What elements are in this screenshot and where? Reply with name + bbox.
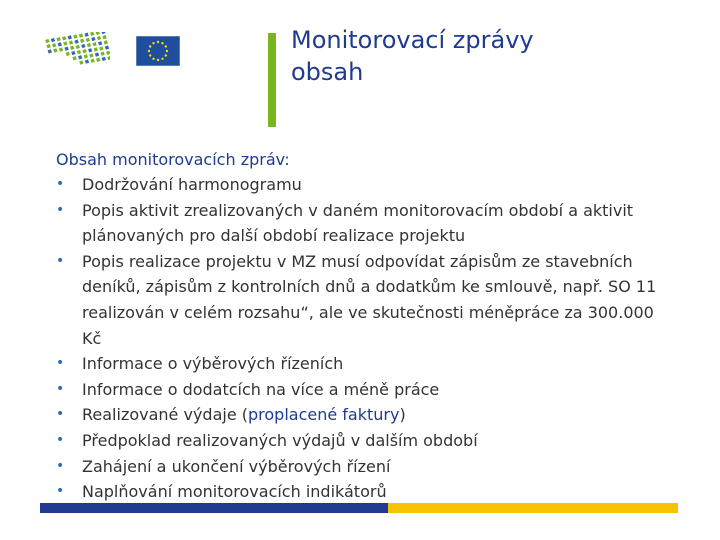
- list-item: [56, 402, 676, 428]
- eu-star-icon: [149, 54, 151, 56]
- title-accent-bar: [268, 33, 276, 127]
- eu-star-icon: [157, 59, 159, 61]
- content-area: [56, 148, 676, 505]
- list-item: [56, 454, 676, 480]
- logo-dot-icon: [62, 36, 66, 40]
- logo-dot-icon: [45, 39, 49, 43]
- logo-dot-icon: [46, 44, 50, 48]
- logo-dot-icon: [99, 46, 103, 50]
- eu-star-icon: [166, 50, 168, 52]
- logo-dot-icon: [90, 59, 94, 63]
- list-item: [56, 198, 676, 249]
- bullet-icon: •: [56, 380, 65, 397]
- logo-dot-icon: [87, 43, 91, 47]
- bullet-icon: •: [56, 483, 65, 500]
- logo-dot-icon: [52, 43, 56, 47]
- logo-dot-icon: [63, 41, 67, 45]
- list-item-text: Informace o výběrových řízeních: [82, 354, 344, 374]
- eu-flag-icon: [136, 36, 180, 66]
- logo-dot-icon: [107, 56, 110, 60]
- bullet-icon: •: [56, 252, 65, 269]
- logo-dot-icon: [98, 41, 102, 45]
- logo-dot-icon: [106, 51, 110, 55]
- list-item: [56, 249, 676, 351]
- logo-dot-icon: [70, 46, 74, 50]
- eu-star-icon: [161, 42, 163, 44]
- logo-dot-icon: [82, 49, 86, 53]
- logo-dot-icon: [64, 47, 68, 51]
- list-item: [56, 172, 676, 198]
- logo-dot-icon: [69, 40, 73, 44]
- list-item-text: Zahájení a ukončení výběrových řízení: [82, 456, 391, 476]
- bullet-icon: •: [56, 457, 65, 474]
- eu-star-icon: [149, 45, 151, 47]
- logo-dot-icon: [79, 60, 83, 64]
- list-item: [56, 377, 676, 403]
- list-item-text: Informace o dodatcích na více a méně práce: [82, 379, 440, 399]
- logo-dot-icon: [68, 35, 72, 39]
- logo-dot-icon: [48, 49, 52, 53]
- eu-star-icon: [165, 54, 167, 56]
- logo-dot-icon: [96, 32, 100, 35]
- title-line-2: obsah: [291, 58, 364, 86]
- bullet-icon: •: [56, 201, 65, 218]
- logo-dot-icon: [78, 55, 82, 59]
- list-item: [56, 351, 676, 377]
- logo-dot-icon: [90, 32, 94, 36]
- bullet-icon: •: [56, 176, 65, 192]
- list-item: [56, 479, 676, 505]
- logo-dot-icon: [85, 59, 89, 63]
- logo-dot-icon: [73, 34, 77, 38]
- logo-dot-icon: [89, 53, 93, 57]
- logo-dot-icon: [58, 42, 62, 46]
- logo-dot-icon: [72, 56, 76, 60]
- bullet-icon: •: [56, 431, 65, 448]
- eu-star-icon: [152, 42, 154, 44]
- list-item-text: Popis realizace projektu v MZ musí odpovídat zápisům ze stavebních deníků, zápisům z kontrolních dnů a dodatkům ke smlouvě, např. SO 11 realizován v celém rozsahu“, ale ve skutečnosti méněpráce za 300.000 Kč: [82, 251, 657, 348]
- title-line-1: Monitorovací zprávy: [291, 26, 534, 54]
- eu-star-icon: [157, 41, 159, 43]
- list-item: [56, 428, 676, 454]
- logo-dot-icon: [92, 42, 96, 46]
- eu-star-icon: [165, 45, 167, 47]
- logo-dot-icon: [102, 35, 106, 39]
- logo-dot-icon: [80, 39, 84, 43]
- program-logo-icon: [40, 32, 110, 72]
- footer-stripe-blue: [40, 503, 388, 513]
- logo-dot-icon: [79, 33, 83, 37]
- logo-dot-icon: [102, 57, 106, 61]
- list-item-text-before: Realizované výdaje (: [82, 405, 248, 425]
- logo-dot-icon: [104, 40, 108, 44]
- list-item-highlight: proplacené faktury: [247, 405, 400, 425]
- logo-dot-icon: [76, 45, 80, 49]
- logo-dot-icon: [81, 44, 85, 48]
- content-heading: Obsah monitorovacích zpráv:: [56, 150, 290, 169]
- logo-dot-icon: [101, 32, 105, 34]
- logo-dot-icon: [66, 52, 70, 56]
- logo-dot-icon: [96, 58, 100, 62]
- logo-dot-icon: [53, 48, 57, 52]
- logo-dot-icon: [56, 37, 60, 41]
- logo-dot-icon: [59, 47, 63, 51]
- logo-dot-icon: [94, 47, 98, 51]
- bullet-icon: •: [56, 355, 65, 372]
- page-title: [291, 24, 691, 88]
- logo-dot-icon: [74, 40, 78, 44]
- eu-star-icon: [161, 58, 163, 60]
- logo-dot-icon: [95, 52, 99, 56]
- logo-dot-icon: [71, 51, 75, 55]
- list-item-text: Naplňování monitorovacích indikátorů: [82, 482, 387, 502]
- eu-star-icon: [152, 58, 154, 60]
- logo-dot-icon: [88, 48, 92, 52]
- list-item-text: Popis aktivit zrealizovaných v daném monitorovacím období a aktivit plánovaných pro další období realizace projektu: [82, 200, 634, 246]
- logo-dot-icon: [105, 45, 109, 49]
- footer-stripe-yellow: [388, 503, 678, 513]
- logo-dot-icon: [84, 54, 88, 58]
- eu-star-icon: [148, 50, 150, 52]
- logo-dot-icon: [91, 37, 95, 41]
- list-item-text-after: ): [399, 405, 406, 425]
- list-item-text: Dodržování harmonogramu: [82, 175, 302, 194]
- logo-dot-icon: [77, 50, 81, 54]
- logo-dot-icon: [86, 38, 90, 42]
- content-list: [56, 172, 676, 505]
- logo-dot-icon: [51, 38, 55, 42]
- list-item-text: Předpoklad realizovaných výdajů v dalším období: [82, 430, 478, 450]
- bullet-icon: •: [56, 406, 65, 423]
- logo-dot-icon: [97, 36, 101, 40]
- logo-dot-icon: [100, 52, 104, 56]
- logo-dot-icon: [84, 33, 88, 37]
